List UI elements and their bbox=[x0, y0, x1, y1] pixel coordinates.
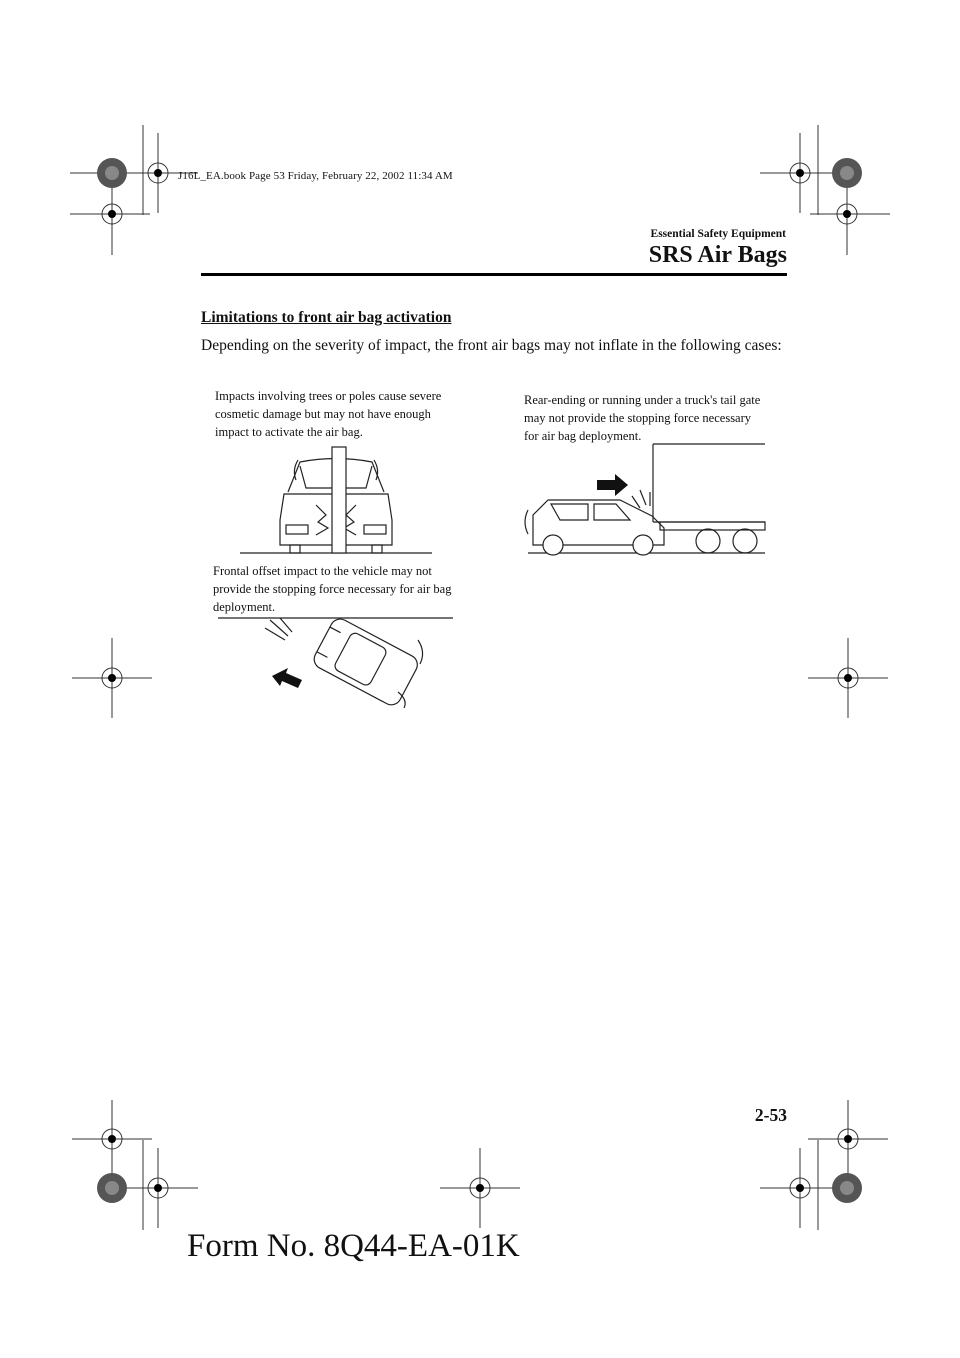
title-rule bbox=[201, 273, 787, 276]
page-title: SRS Air Bags bbox=[648, 242, 787, 268]
section-heading: Limitations to front air bag activation bbox=[201, 309, 452, 326]
pole-impact-caption: Impacts involving trees or poles cause severe cosmetic damage but may not have enough impact to activate the air bag. bbox=[215, 389, 442, 439]
intro-paragraph: Depending on the severity of impact, the front air bags may not inflate in the following cases: bbox=[201, 337, 782, 354]
form-number: Form No. 8Q44-EA-01K bbox=[187, 1228, 520, 1264]
book-info: J16L_EA.book Page 53 Friday, February 22, 2002 11:34 AM bbox=[178, 170, 453, 182]
offset-impact-caption: Frontal offset impact to the vehicle may not provide the stopping force necessary for air bag deployment. bbox=[213, 564, 452, 614]
page-number: 2-53 bbox=[754, 1105, 787, 1125]
section-label: Essential Safety Equipment bbox=[650, 228, 786, 240]
truck-underride-caption: Rear-ending or running under a truck's tail gate may not provide the stopping force necessary for air bag deployment. bbox=[524, 393, 761, 443]
